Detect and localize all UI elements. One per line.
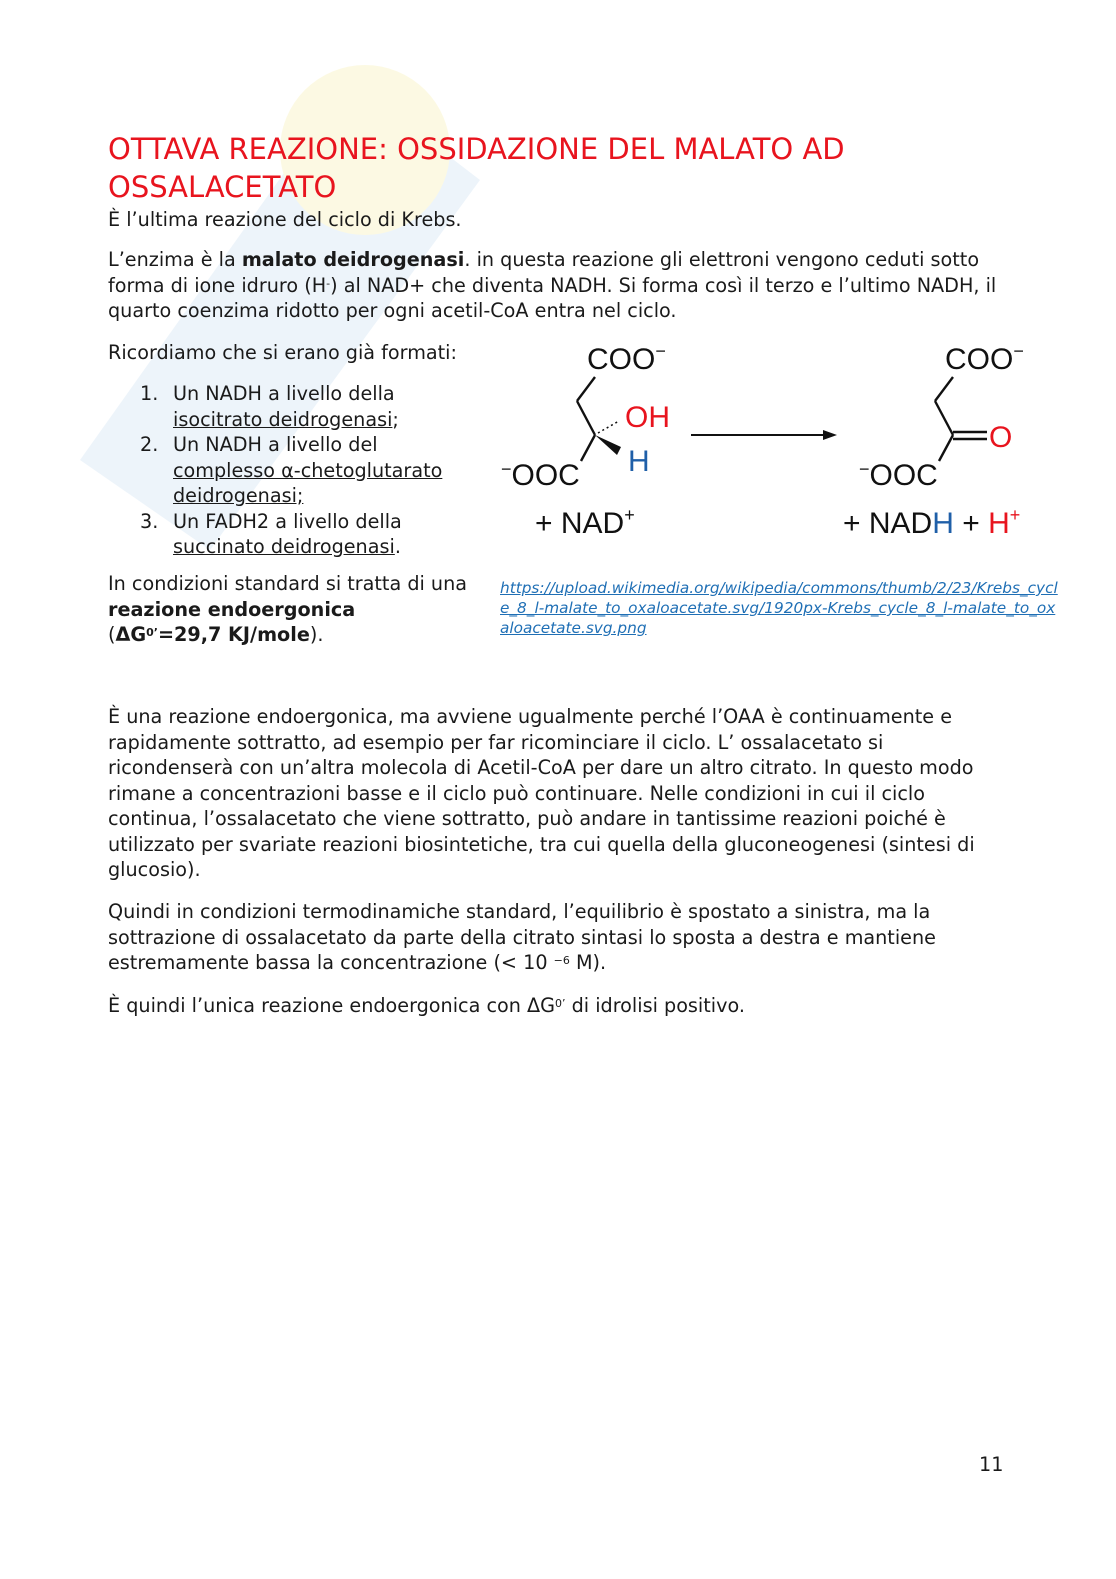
standard-conditions-paragraph: In condizioni standard si tratta di una reazione endoergonica ($\Delta G^{0’}=29,7$ KJ/mole). xyxy=(108,572,468,646)
image-source-link[interactable]: https://upload.wikimedia.org/wikipedia/commons/thumb/2/23/Krebs_cycle_8_l-malate_to_oxaloacetate.svg/1920px-Krebs_cycle_8_l-malate_to_oxaloacetate.svg.png xyxy=(500,579,1058,637)
oxygen-label: O xyxy=(989,421,1013,454)
ooc-left: OOC xyxy=(511,459,580,492)
nadh-list xyxy=(140,381,480,560)
reminder-text: Ricordiamo che si erano già formati: xyxy=(108,341,457,364)
enzyme-link[interactable]: succinato deidrogenasi xyxy=(173,535,395,558)
reaction-diagram xyxy=(495,335,1055,550)
hydrogen-label: H xyxy=(628,445,650,478)
ooc-right: OOC xyxy=(869,459,938,492)
intro-paragraph: È l’ultima reazione del ciclo di Krebs. xyxy=(108,208,462,231)
coo-right: COO xyxy=(945,343,1014,376)
svg-text:−OOC: −OOC xyxy=(859,459,938,492)
svg-text:COO−: COO− xyxy=(587,341,666,376)
svg-text:COO−: COO− xyxy=(945,341,1024,376)
coo-left: COO xyxy=(587,343,656,376)
enzyme-paragraph: L’enzima è la malato deidrogenasi. in questa reazione gli elettroni vengono ceduti sotto forma di ione idruro (H-) al NAD+ che diventa NADH. Si forma così il terzo e l’ultimo NADH, il quarto coenzima ridotto per ogni acetil-CoA entra nel ciclo. xyxy=(108,248,997,322)
enzyme-link[interactable]: complesso α-chetoglutarato deidrogenasi; xyxy=(173,458,443,507)
list-item: 1. Un NADH a livello della isocitrato deidrogenasi; xyxy=(140,382,399,431)
enzyme-link[interactable]: isocitrato deidrogenasi xyxy=(173,407,393,431)
nad-label: + NAD xyxy=(535,507,625,540)
hydroxyl-label: OH xyxy=(625,401,670,434)
page-number: 11 xyxy=(979,1453,1004,1476)
page-title: OTTAVA REAZIONE: OSSIDAZIONE DEL MALATO AD OSSALACETATO xyxy=(108,132,845,204)
nadh-label: + NAD xyxy=(843,507,933,540)
equilibrium-paragraph: Quindi in condizioni termodinamiche standard, l’equilibrio è spostato a sinistra, ma la sottrazione di ossalacetato da parte della citrato sintasi lo sposta a destra e mantiene estremamente bassa la concentrazione (< 10 $^{-6}$ M). xyxy=(108,900,936,974)
explanation-paragraph: È una reazione endoergonica, ma avviene ugualmente perché l’OAA è continuamente e rapidamente sottratto, ad esempio per far ricominciare il ciclo. L’ ossalacetato si ricondenserà con un’altra molecola di Acetil-CoA per dare un altro citrato. In questo modo rimane a concentrazioni basse e il ciclo può continuare. Nelle condizioni in cui il ciclo continua, l’ossalacetato che viene sottratto, può andare in tantissime reazioni poiché è utilizzato per svariate reazioni biosintetiche, tra cui quella della gluconeogenesi (sintesi di glucosio). xyxy=(108,705,975,881)
proton-label: H xyxy=(988,507,1010,540)
svg-text:−OOC: −OOC xyxy=(501,459,580,492)
svg-text:+ NAD+: + NAD+ xyxy=(535,505,635,540)
list-item: 3. Un FADH2 a livello della succinato deidrogenasi. xyxy=(140,509,402,558)
conclusion-paragraph: È quindi l’unica reazione endoergonica con $\Delta G^{0’}$ di idrolisi positivo. xyxy=(108,994,745,1017)
list-item: 2. Un NADH a livello del complesso α-chetoglutarato deidrogenasi; xyxy=(140,433,443,507)
svg-text:+ NADH + H+: + NADH + H+ xyxy=(843,505,1021,540)
